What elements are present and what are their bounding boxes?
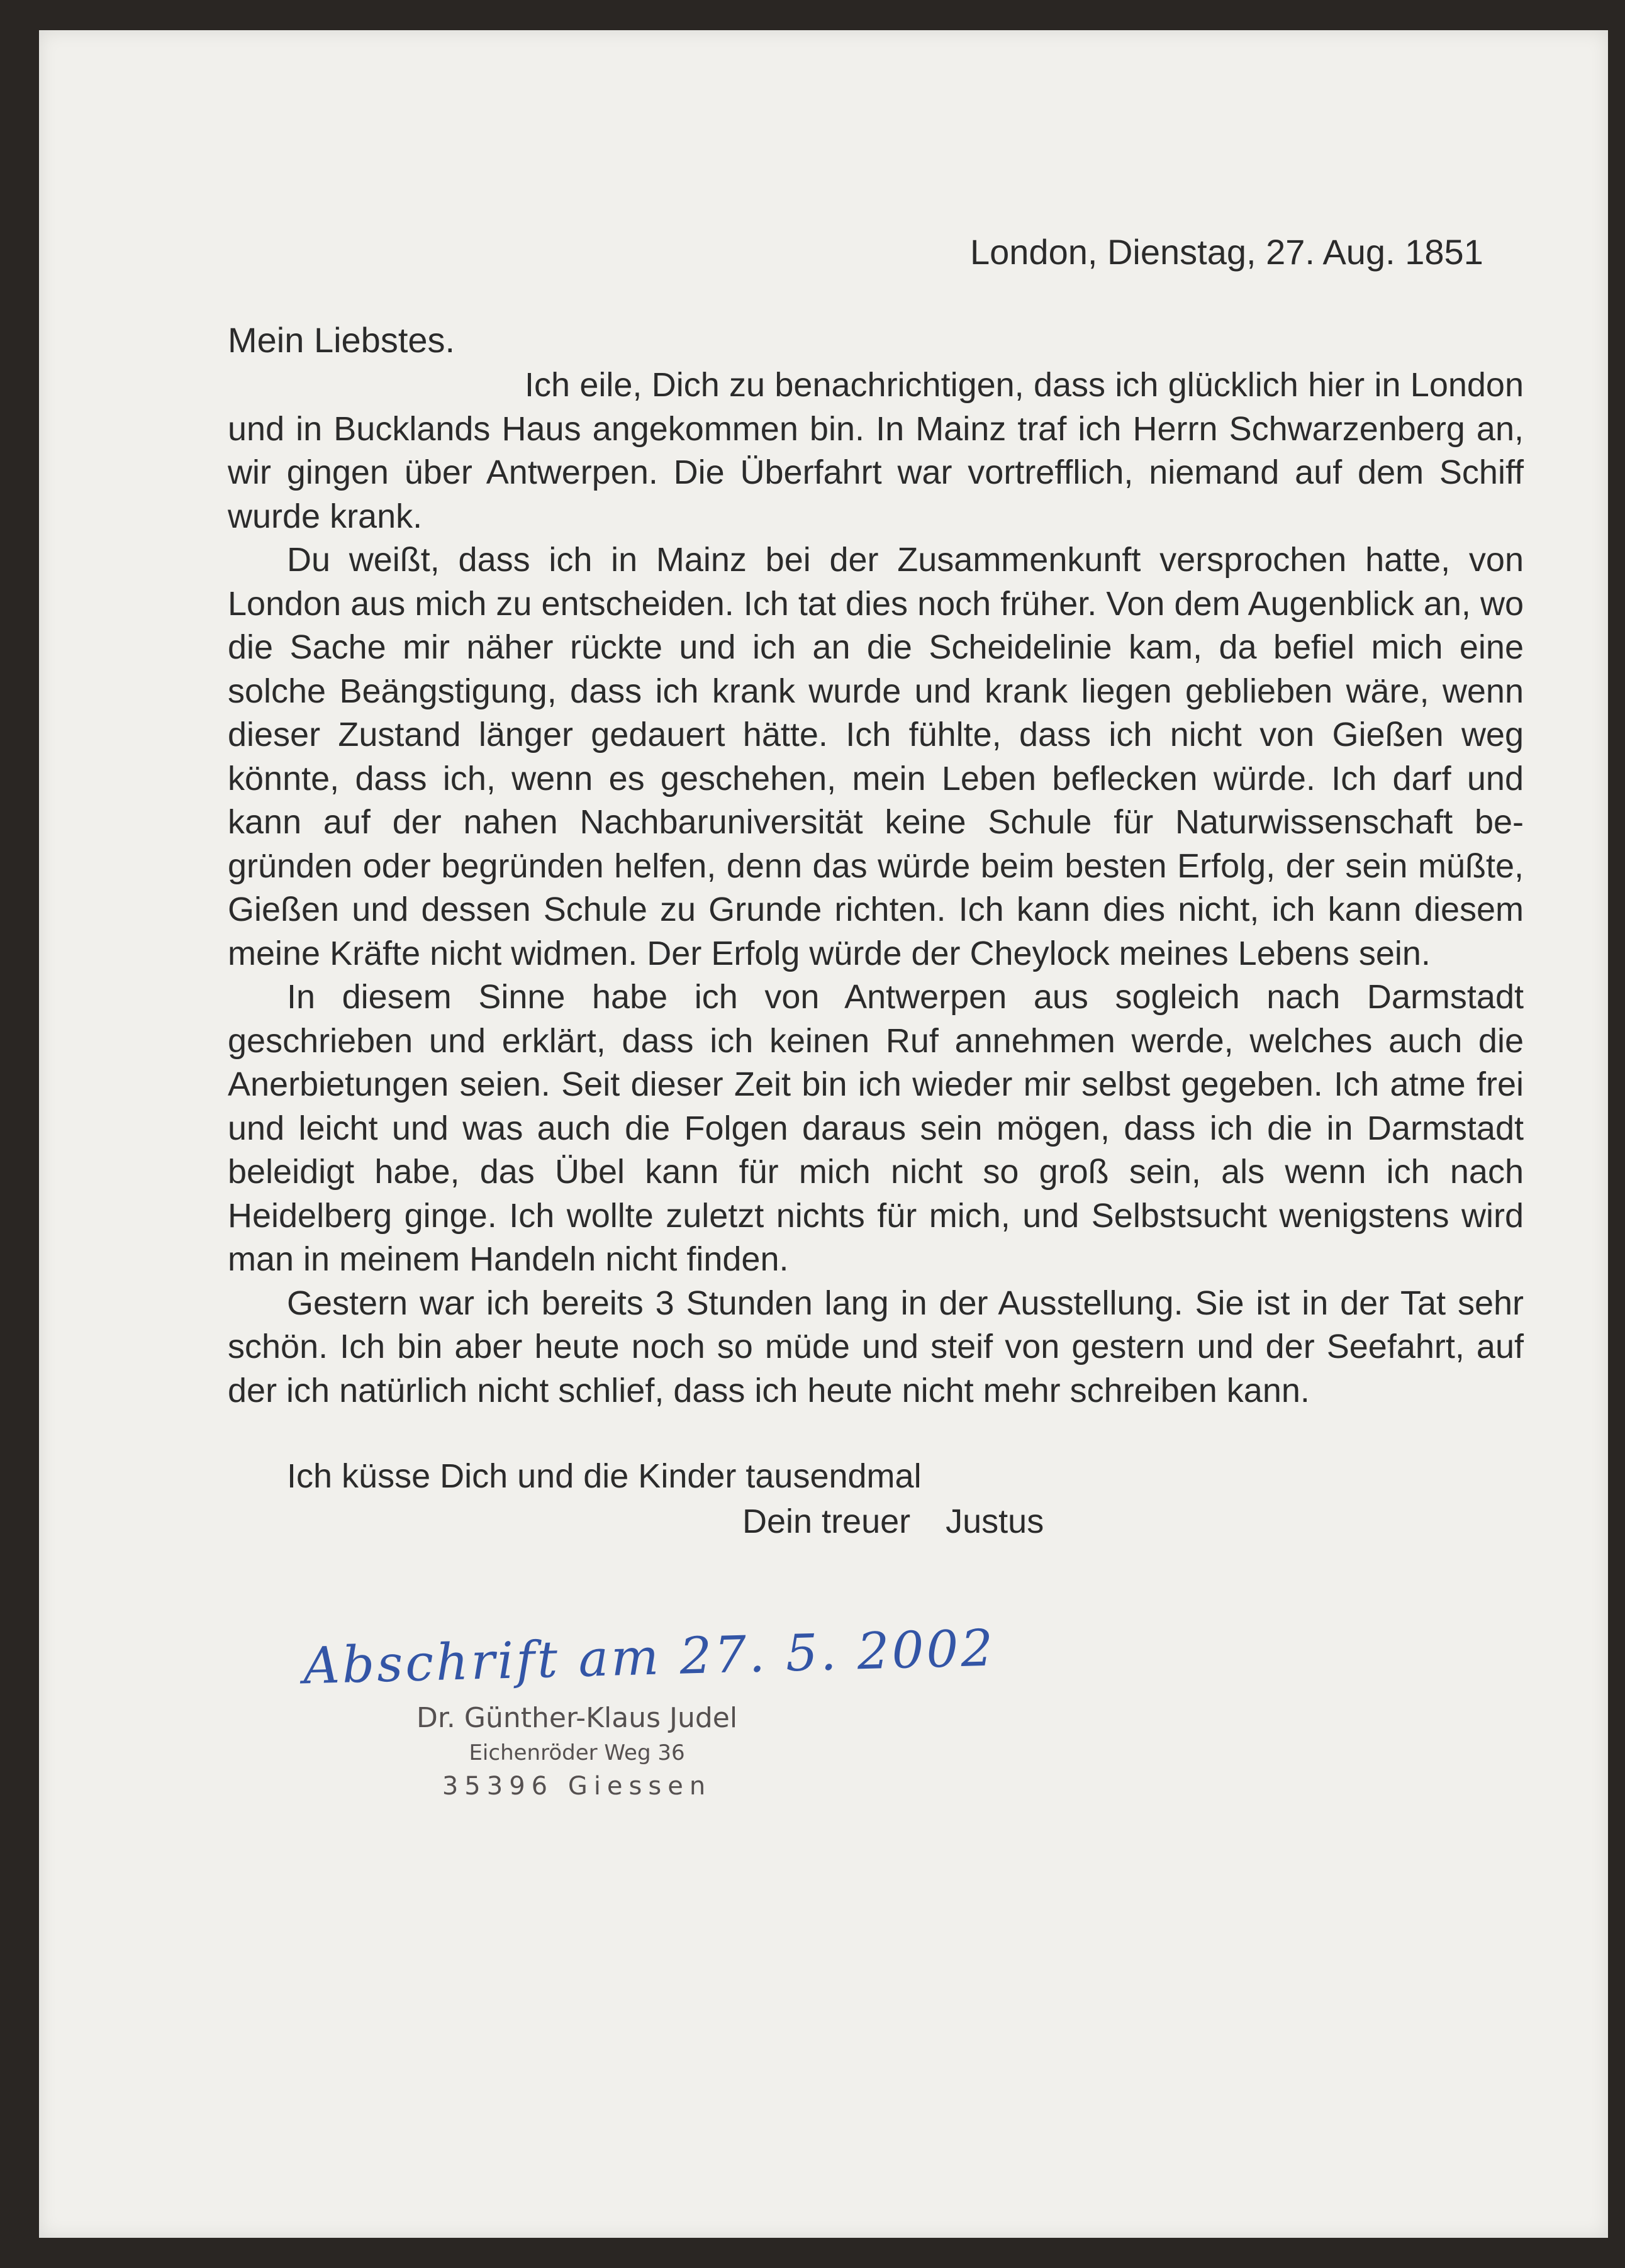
handwritten-copy-note: Abschrift am 27. 5. 2002	[302, 1618, 997, 1696]
letter-body	[228, 364, 1524, 1413]
letter-signoff	[742, 1502, 1044, 1541]
letter-closing: Ich küsse Dich und die Kinder tausendmal	[287, 1457, 922, 1495]
signoff-words: Dein treuer	[742, 1503, 911, 1540]
letter-dateline: London, Dienstag, 27. Aug. 1851	[970, 232, 1483, 272]
address-stamp	[416, 1699, 737, 1804]
paragraph-4: Gestern war ich bereits 3 Stunden lang in der Ausstellung. Sie ist in der Tat sehr schön. Ich bin aber heute noch so müde und steif von gestern und der Seefahrt, auf der ich natürlich nicht schlief, dass ich heute nicht mehr schreiben kann.	[228, 1284, 1524, 1409]
letter-salutation: Mein Liebstes.	[228, 320, 455, 360]
paragraph-3: In diesem Sinne habe ich von Antwerpen aus sogleich nach Darmstadt geschrieben und erklärt, dass ich keinen Ruf annehmen werde, welches auch die Anerbietungen seien. Seit dieser Zeit bin ich wieder mir selbst gegeben. Ich atme frei und leicht und was auch die Folgen daraus sein mögen, dass ich die in Darmstadt beleidigt habe, das Übel kann für mich nicht so groß sein, als wenn ich nach Heidelberg ginge. Ich wollte zuletzt nichts für mich, und Selbstsucht wenigstens wird man in meinem Handeln nicht finden.	[228, 978, 1524, 1278]
stamp-name: Dr. Günther-Klaus Judel	[416, 1702, 738, 1734]
signature: Justus	[946, 1503, 1044, 1540]
paragraph-1: Ich eile, Dich zu benachrichtigen, dass ich glücklich hier in London und in Bucklands Haus angekommen bin. In Mainz traf ich Herrn Schwarzenberg an, wir gingen über Antwerpen. Die Überfahrt war vortrefflich, niemand auf dem Schiff wurde krank.	[228, 366, 1524, 535]
paragraph-2: Du weißt, dass ich in Mainz bei der Zusammenkunft versprochen hatte, von London aus mich zu entscheiden. Ich tat dies noch früher. Von dem Augenblick an, wo die Sache mir näher rückte und ich an die Scheidelinie kam, da befiel mich eine solche Beängstigung, dass ich krank wurde und krank liegen geblieben wäre, wenn dieser Zustand länger gedauert hätte. Ich fühlte, dass ich nicht von Gießen weg könnte, dass ich, wenn es geschehen, mein Leben beflecken würde. Ich darf und kann auf der nahen Nachbaruniversität keine Schule für Naturwissenschaft begründen oder begründen helfen, denn das würde beim besten Erfolg, der sein müßte, Gießen und dessen Schule zu Grunde richten. Ich kann dies nicht, ich kann diesem meine Kräfte nicht widmen. Der Erfolg würde der Cheylock meines Lebens sein.	[228, 541, 1524, 972]
stamp-city: 35396 Giessen	[442, 1772, 712, 1801]
stamp-street: Eichenröder Weg 36	[469, 1740, 685, 1765]
letter-sheet	[39, 30, 1608, 2238]
